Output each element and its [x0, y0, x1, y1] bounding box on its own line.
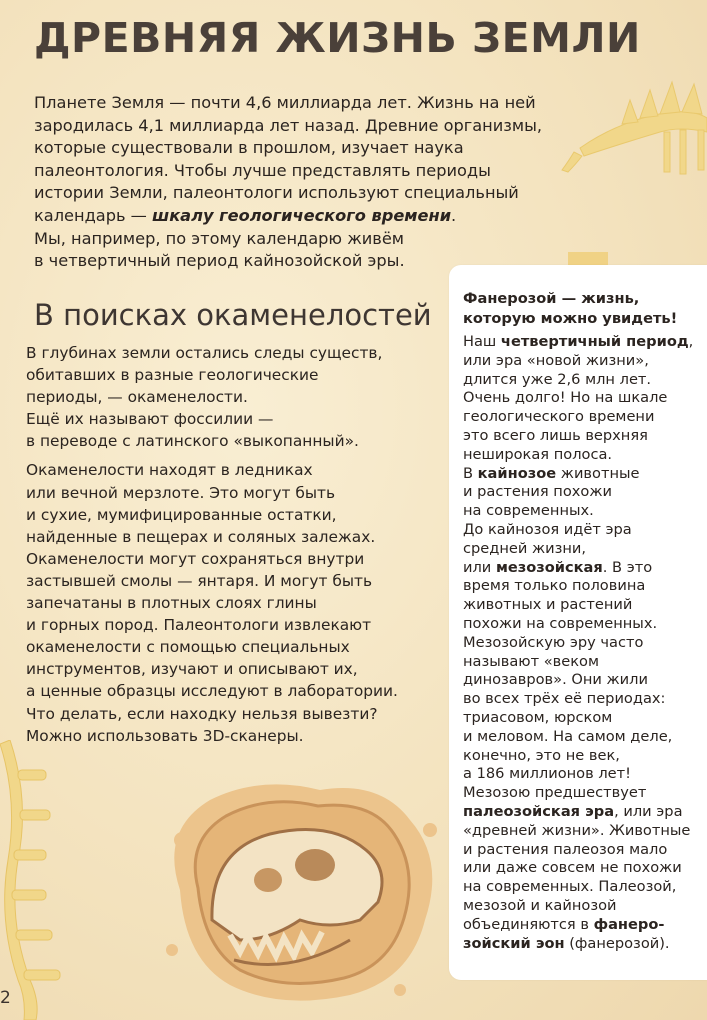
sidebar-line — [463, 333, 693, 352]
body-line: Окаменелости могут сохраняться внутри — [26, 549, 365, 568]
bold-term: палеозойская эра — [463, 802, 615, 820]
bold-term: четвертичный период — [500, 333, 689, 350]
sidebar-line: во всех трёх её периодах: — [463, 690, 666, 708]
sidebar-line: и растения похожи — [463, 483, 612, 501]
sidebar-text — [463, 333, 693, 953]
intro-line: Мы, например, по этому календарю живём — [34, 228, 405, 248]
intro-line: истории Земли, палеонтологи используют специальный — [34, 183, 519, 203]
sidebar-line — [463, 803, 693, 822]
sidebar-line: или эра «новой жизни», — [463, 351, 649, 369]
sidebar-line — [463, 559, 693, 578]
intro-line: зародилась 4,1 миллиарда лет назад. Древние организмы, — [34, 115, 543, 135]
body-line: найденные в пещерах и соляных залежах. — [26, 527, 376, 546]
emphasized-term: шкалу геологического времени — [152, 205, 452, 225]
sidebar-line: «древней жизни». Животные — [463, 821, 691, 839]
sidebar-line: триасовом, юрском — [463, 708, 613, 726]
sidebar-line: или даже совсем не похожи — [463, 859, 682, 877]
body-line: Можно использовать 3D-сканеры. — [26, 726, 304, 745]
body-line: периоды, — окаменелости. — [26, 388, 248, 407]
sidebar-line: и меловом. На самом деле, — [463, 727, 673, 745]
sidebar-panel — [449, 265, 707, 980]
sidebar-line: и растения палеозоя мало — [463, 840, 668, 858]
paragraph-gap — [26, 452, 441, 459]
bold-term: кайнозое — [477, 464, 557, 482]
spine-bones-icon — [0, 740, 80, 1020]
intro-line: в четвертичный период кайнозойской эры. — [34, 251, 405, 271]
sidebar-text-part: В — [463, 464, 478, 482]
body-line: запечатаны в плотных слоях глины — [26, 594, 317, 613]
sidebar-heading — [463, 289, 677, 329]
sidebar-line: средней жизни, — [463, 539, 587, 557]
sidebar-line: а 186 миллионов лет! — [463, 765, 632, 783]
body-line: и сухие, мумифицированные остатки, — [26, 505, 337, 524]
body-line: Что делать, если находку нельзя вывезти? — [26, 704, 378, 723]
sidebar-line: динозавров». Они жили — [463, 671, 648, 689]
body-text — [26, 342, 441, 747]
sidebar-text-part: объединяются в — [463, 915, 594, 933]
body-line: а ценные образцы исследуют в лаборатории. — [26, 682, 398, 701]
intro-paragraph — [34, 92, 554, 273]
sidebar-line: время только половина — [463, 577, 646, 595]
sidebar-line — [463, 916, 693, 935]
sidebar-line: это всего лишь верхняя — [463, 426, 648, 444]
body-line: инструментов, изучают и описывают их, — [26, 660, 358, 679]
sidebar-line — [463, 465, 693, 484]
bold-term: зойский эон — [463, 934, 565, 952]
body-line: окаменелости с помощью специальных — [26, 638, 350, 657]
body-line: и горных пород. Палеонтологи извлекают — [26, 616, 372, 635]
sidebar-line: До кайнозоя идёт эра — [463, 520, 632, 538]
sidebar-text-part: Наш — [463, 333, 501, 350]
body-line: Окаменелости находят в ледниках — [26, 461, 313, 480]
intro-line: которые существовали в прошлом, изучает наука — [34, 138, 464, 158]
intro-line: Планете Земля — почти 4,6 миллиарда лет. Жизнь на ней — [34, 93, 536, 112]
body-line: обитавших в разные геологические — [26, 366, 319, 385]
sidebar-line: на современных. — [463, 502, 594, 520]
body-line: в переводе с латинского «выкопанный». — [26, 432, 359, 451]
body-line: застывшей смолы — янтаря. И могут быть — [26, 571, 373, 590]
sidebar-line: Мезозою предшествует — [463, 784, 647, 802]
sidebar-heading-line: которую можно увидеть! — [463, 310, 678, 327]
sidebar-line: называют «веком — [463, 652, 599, 670]
sidebar-text-part: , — [688, 333, 694, 350]
sidebar-line — [463, 935, 693, 954]
body-line: Ещё их называют фоссилии — — [26, 410, 274, 429]
page-title: ДРЕВНЯЯ ЖИЗНЬ ЗЕМЛИ — [34, 14, 641, 62]
sidebar-line: неширокая полоса. — [463, 445, 613, 463]
bold-term: фанеро- — [593, 915, 665, 933]
sidebar-line: конечно, это не век, — [463, 746, 620, 764]
sidebar-text-part: . В это — [602, 558, 653, 576]
sidebar-line: длится уже 2,6 млн лет. — [463, 370, 652, 388]
sidebar-text-part: (фанерозой). — [564, 934, 670, 952]
sidebar-line: на современных. Палеозой, — [463, 878, 677, 896]
fossil-skull-icon — [150, 770, 450, 1010]
intro-text: календарь — — [34, 205, 152, 225]
sidebar-line: Очень долго! Но на шкале — [463, 389, 668, 407]
page-number: 2 — [0, 988, 11, 1008]
sidebar-line: геологического времени — [463, 408, 655, 426]
bold-term: мезозойская — [495, 558, 603, 576]
section-heading: В поисках окаменелостей — [34, 298, 432, 332]
sidebar-heading-line: Фанерозой — жизнь, — [463, 290, 640, 307]
body-line: или вечной мерзлоте. Это могут быть — [26, 483, 336, 502]
dinosaur-skeleton-icon — [560, 40, 707, 190]
sidebar-line: мезозой и кайнозой — [463, 896, 617, 914]
intro-line — [34, 205, 554, 228]
sidebar-line: похожи на современных. — [463, 614, 658, 632]
sidebar-text-part: или — [463, 558, 496, 576]
intro-text: . — [451, 205, 457, 225]
sidebar-text-part: животные — [556, 464, 640, 482]
sidebar-line: животных и растений — [463, 596, 633, 614]
sidebar-text-part: , или эра — [614, 802, 683, 820]
sidebar-line: Мезозойскую эру часто — [463, 633, 644, 651]
intro-line: палеонтология. Чтобы лучше представлять периоды — [34, 160, 491, 180]
body-line: В глубинах земли остались следы существ, — [26, 344, 383, 362]
